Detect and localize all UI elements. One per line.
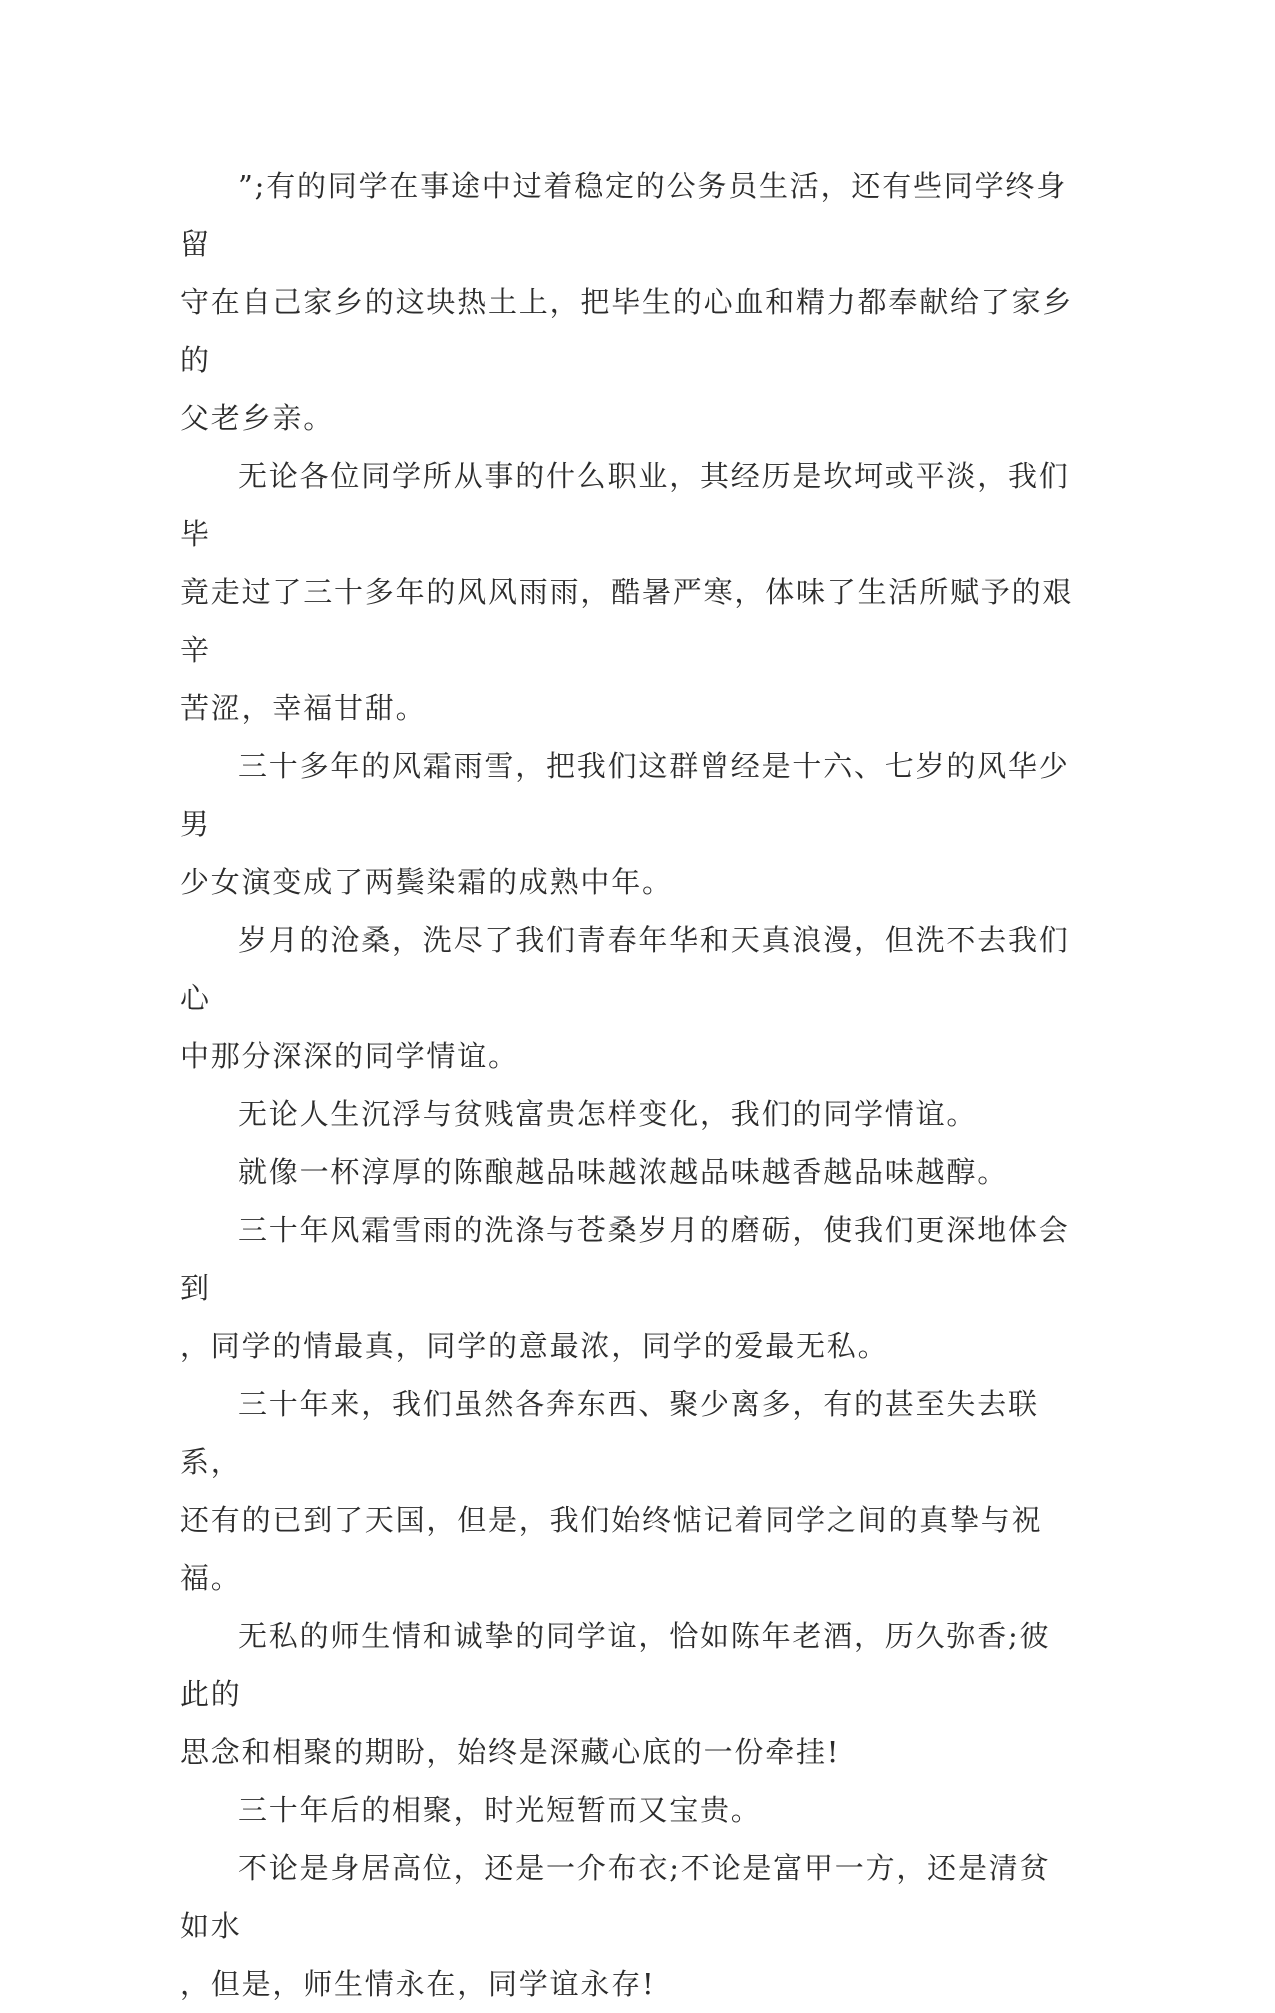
paragraph-10: 三十年后的相聚，时光短暂而又宝贵。: [238, 1793, 762, 1827]
paragraph-6: 就像一杯淳厚的陈酿越品味越浓越品味越香越品味越醇。: [238, 1155, 1009, 1189]
paragraph-7: 三十年风霜雪雨的洗涤与苍桑岁月的磨砺，使我们更深地体会到 ，同学的情最真，同学的意最浓，同学的爱最无私。: [180, 1213, 1070, 1363]
paragraph-8: 三十年来，我们虽然各奔东西、聚少离多，有的甚至失去联系， 还有的已到了天国，但是，我们始终惦记着同学之间的真挚与祝福。: [180, 1387, 1043, 1595]
paragraph-9: 无私的师生情和诚挚的同学谊，恰如陈年老酒，历久弥香;彼此的 思念和相聚的期盼，始终是深藏心底的一份牵挂!: [180, 1619, 1051, 1769]
paragraph-4: 岁月的沧桑，洗尽了我们青春年华和天真浪漫，但洗不去我们心 中那分深深的同学情谊。: [180, 923, 1070, 1073]
paragraph-5: 无论人生沉浮与贫贱富贵怎样变化，我们的同学情谊。: [238, 1097, 978, 1131]
paragraph-11: 不论是身居高位，还是一介布衣;不论是富甲一方，还是清贫如水 ，但是，师生情永在，同学谊永存!: [180, 1851, 1051, 2001]
document-body: [180, 157, 1080, 2013]
paragraph-3: 三十多年的风霜雨雪，把我们这群曾经是十六、七岁的风华少男 少女演变成了两鬓染霜的成熟中年。: [180, 749, 1070, 899]
paragraph-2: 无论各位同学所从事的什么职业，其经历是坎坷或平淡，我们毕 竟走过了三十多年的风风雨雨，酷暑严寒，体味了生活所赋予的艰辛 苦涩，幸福甘甜。: [180, 459, 1074, 725]
paragraph-1: ”;有的同学在事途中过着稳定的公务员生活，还有些同学终身留 守在自己家乡的这块热土上，把毕生的心血和精力都奉献给了家乡的 父老乡亲。: [180, 169, 1074, 435]
